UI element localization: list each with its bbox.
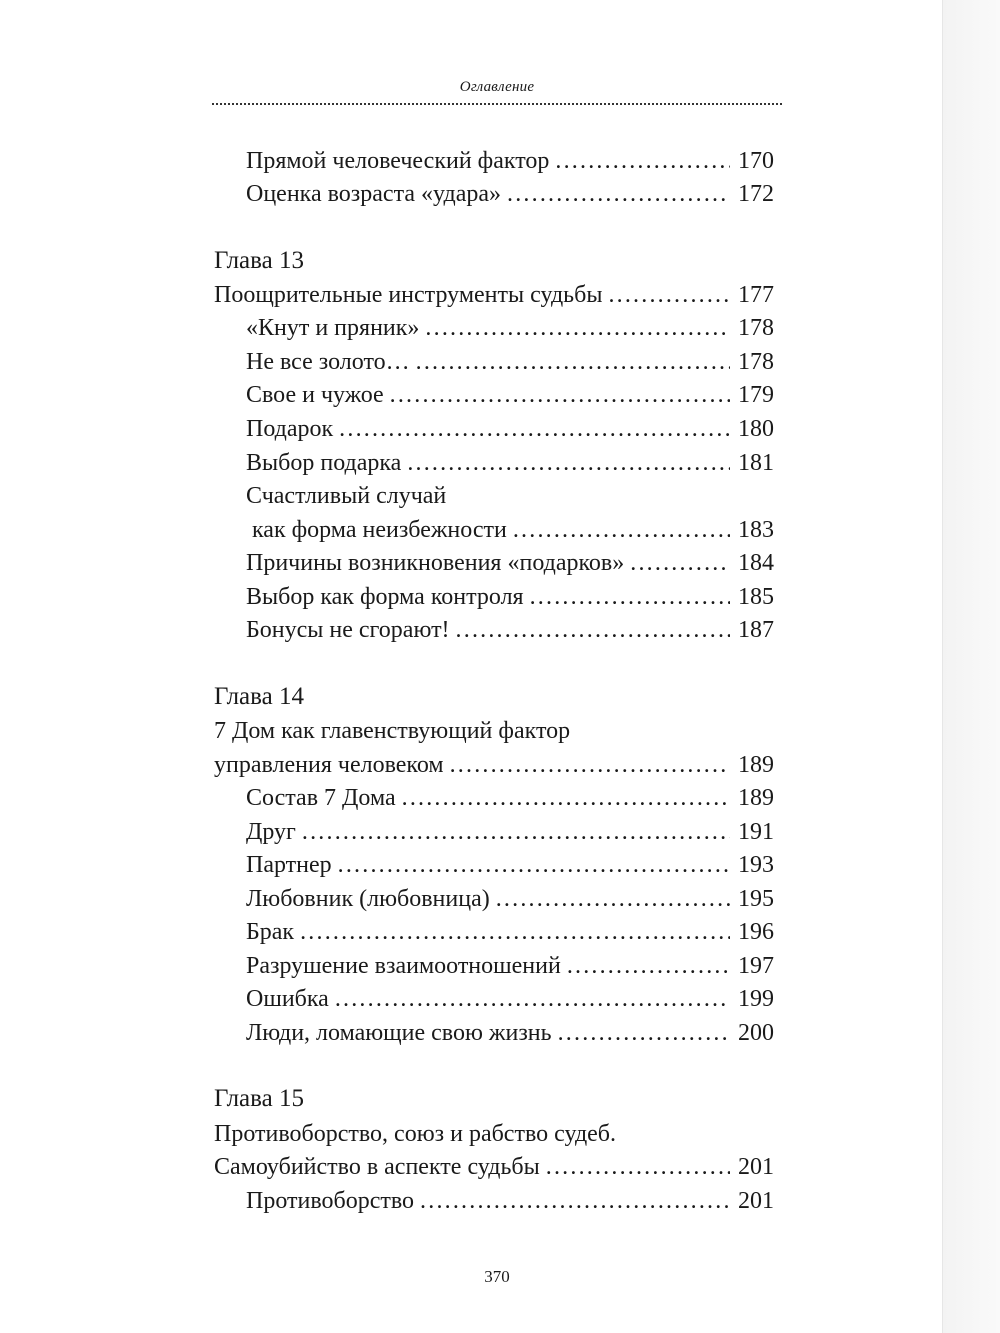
toc-entry-title: Разрушение взаимоотношений — [246, 953, 561, 979]
toc-entry[interactable] — [246, 546, 774, 580]
toc-leader-dots — [390, 378, 730, 412]
page-number: 370 — [484, 1267, 510, 1286]
toc-entry-page: 197 — [738, 953, 774, 979]
toc-leader-dots — [402, 781, 730, 815]
toc-entry-page: 193 — [738, 852, 774, 878]
toc-entry-page: 185 — [738, 584, 774, 610]
toc-entry[interactable] — [246, 378, 774, 412]
toc-entry[interactable] — [246, 915, 774, 949]
toc-entry[interactable] — [246, 345, 774, 379]
toc-entry-title: Выбор как форма контроля — [246, 584, 524, 610]
toc-entry-page: 183 — [738, 517, 774, 543]
toc-entry-title: Счастливый случай — [246, 483, 447, 509]
toc-entry-title: Самоубийство в аспекте судьбы — [214, 1154, 540, 1180]
toc-entry-page: 201 — [738, 1188, 774, 1214]
toc-leader-dots — [555, 144, 730, 178]
toc-entry-title: Любовник (любовница) — [246, 886, 490, 912]
toc-leader-dots — [558, 1016, 730, 1050]
toc-entry-page: 184 — [738, 550, 774, 576]
toc-entry-title: Партнер — [246, 852, 332, 878]
toc-entry-title: Не все золото… — [246, 349, 410, 375]
toc-entry-page: 177 — [738, 282, 774, 308]
toc-entry-title: Друг — [246, 819, 296, 845]
toc-leader-dots — [416, 345, 730, 379]
toc-entry[interactable] — [246, 311, 774, 345]
toc-entry[interactable] — [246, 580, 774, 614]
toc-entry-page: 191 — [738, 819, 774, 845]
toc-entry-page: 172 — [738, 181, 774, 207]
toc-entry-title: как форма неизбежности — [252, 517, 507, 543]
toc-entry-title: Прямой человеческий фактор — [246, 148, 550, 174]
toc-leader-dots — [300, 915, 730, 949]
running-head: Оглавление — [459, 79, 535, 95]
toc-entry-title: «Кнут и пряник» — [246, 315, 420, 341]
toc-entry-page: 199 — [738, 986, 774, 1012]
toc-leader-dots — [335, 982, 730, 1016]
toc-entry-page: 189 — [738, 752, 774, 778]
toc-entry-page: 200 — [738, 1020, 774, 1046]
chapter-15-label: Глава 15 — [214, 1085, 304, 1112]
toc-leader-dots — [630, 546, 730, 580]
chapter-15-title-line2[interactable] — [214, 1150, 774, 1184]
chapter-15-title-line1[interactable] — [214, 1117, 774, 1151]
toc-leader-dots — [339, 412, 730, 446]
toc-leader-dots — [530, 580, 730, 614]
toc-leader-dots — [425, 311, 730, 345]
toc-entry-page: 196 — [738, 919, 774, 945]
toc-entry[interactable] — [246, 144, 774, 178]
toc-leader-dots — [546, 1150, 730, 1184]
toc-leader-dots — [450, 748, 730, 782]
toc-entry-title: Брак — [246, 919, 295, 945]
toc-entry-wrapped-line1[interactable] — [246, 479, 774, 513]
toc-entry-title: Причины возникновения «подарков» — [246, 550, 625, 576]
toc-entry-title: Ошибка — [246, 986, 329, 1012]
toc-leader-dots — [407, 446, 730, 480]
toc-leader-dots — [496, 882, 730, 916]
toc-entry[interactable] — [246, 815, 774, 849]
toc-entry-title: Подарок — [246, 416, 334, 442]
toc-entry[interactable] — [246, 848, 774, 882]
toc-entry-page: 187 — [738, 617, 774, 643]
toc-entry[interactable] — [246, 1016, 774, 1050]
toc-entry-title: Люди, ломающие свою жизнь — [246, 1020, 552, 1046]
toc-entry[interactable] — [246, 177, 774, 211]
toc-leader-dots — [420, 1184, 730, 1218]
toc-entry[interactable] — [246, 982, 774, 1016]
toc-entry[interactable] — [246, 446, 774, 480]
toc-entry-title: Поощрительные инструменты судьбы — [214, 282, 603, 308]
toc-entry-page: 195 — [738, 886, 774, 912]
toc-entry-title: Противоборство — [246, 1188, 415, 1214]
chapter-13-label: Глава 13 — [214, 247, 304, 274]
toc-entry[interactable] — [246, 412, 774, 446]
toc-leader-dots — [507, 177, 730, 211]
toc-entry[interactable] — [246, 882, 774, 916]
chapter-13-title[interactable] — [214, 278, 774, 312]
toc-entry[interactable] — [246, 613, 774, 647]
chapter-14-title-line1[interactable] — [214, 714, 774, 748]
toc-leader-dots — [567, 949, 730, 983]
toc-entry-page: 201 — [738, 1154, 774, 1180]
toc-leader-dots — [456, 613, 730, 647]
toc-entry-title: Противоборство, союз и рабство судеб. — [214, 1121, 617, 1147]
toc-entry-title: 7 Дом как главенствующий фактор — [214, 718, 571, 744]
toc-entry[interactable] — [246, 949, 774, 983]
chapter-14-label: Глава 14 — [214, 683, 304, 710]
toc-entry-page: 178 — [738, 349, 774, 375]
toc-entry-title: Оценка возраста «удара» — [246, 181, 502, 207]
chapter-14-title-line2[interactable] — [214, 748, 774, 782]
toc-leader-dots — [302, 815, 730, 849]
toc-entry-title: Свое и чужое — [246, 382, 384, 408]
toc-entry-title: Выбор подарка — [246, 450, 402, 476]
toc-entry-page: 180 — [738, 416, 774, 442]
toc-entry-title: Состав 7 Дома — [246, 785, 396, 811]
toc-leader-dots — [338, 848, 730, 882]
toc-entry-page: 189 — [738, 785, 774, 811]
toc-entry-page: 179 — [738, 382, 774, 408]
toc-entry-title: управления человеком — [214, 752, 444, 778]
toc-entry-page: 178 — [738, 315, 774, 341]
toc-entry-title: Бонусы не сгорают! — [246, 617, 450, 643]
toc-leader-dots — [513, 513, 730, 547]
toc-entry[interactable] — [246, 1184, 774, 1218]
toc-entry-page: 181 — [738, 450, 774, 476]
toc-entry-page: 170 — [738, 148, 774, 174]
toc-entry-wrapped-line2[interactable] — [252, 513, 774, 547]
toc-entry[interactable] — [246, 781, 774, 815]
toc-leader-dots — [608, 278, 730, 312]
